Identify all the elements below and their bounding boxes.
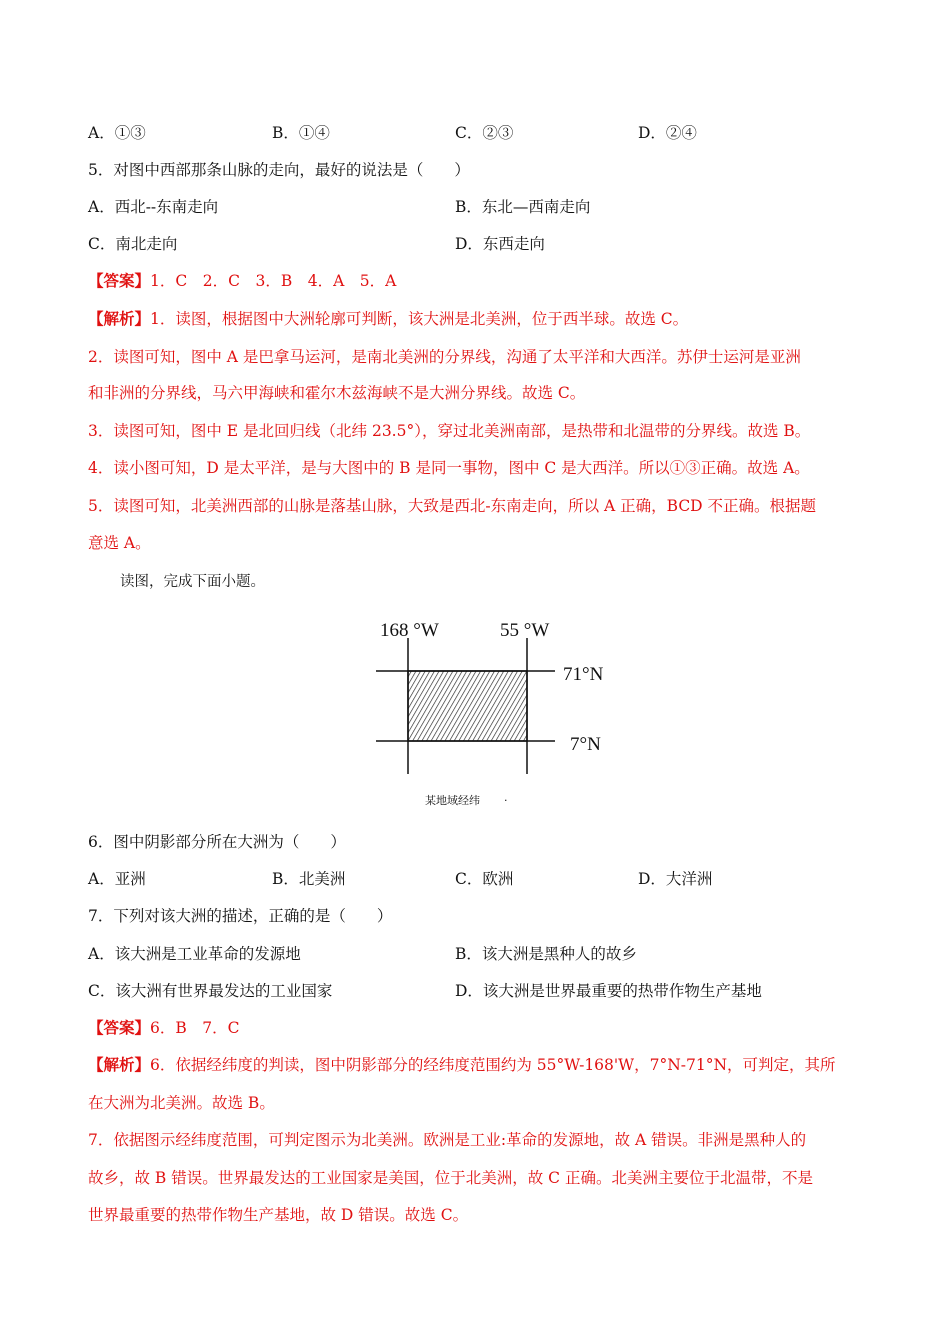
q6-stem: 6．图中阴影部分所在大洲为（ ） — [88, 833, 346, 851]
q5-option-d: D．东西走向 — [455, 235, 545, 253]
label-55w: 55 °W — [500, 620, 550, 641]
analysis-1-line-2b: 和非洲的分界线，马六甲海峡和霍尔木兹海峡不是大洲分界线。故选 C。 — [88, 384, 586, 402]
analysis-text: 1．读图，根据图中大洲轮廓可判断，该大洲是北美洲，位于西半球。故选 C。 — [150, 310, 689, 328]
analysis-1-line-2a: 2．读图可知，图中 A 是巴拿马运河，是南北美洲的分界线，沟通了太平洋和大西洋。苏伊士运河是亚洲 — [88, 348, 801, 366]
analysis-tag: 【解析】 — [88, 1055, 151, 1074]
analysis-1-line-5a: 5．读图可知，北美洲西部的山脉是落基山脉，大致是西北-东南走向，所以 A 正确，BCD 不正确。根据题 — [88, 497, 817, 515]
analysis-text: 6．依据经纬度的判读，图中阴影部分的经纬度范围约为 55°W-168'W，7°N-71°N，可判定，其所 — [150, 1056, 836, 1074]
q6-option-a: A．亚洲 — [88, 870, 146, 888]
q5-option-a: A．西北--东南走向 — [88, 198, 219, 216]
analysis-1-line-3: 3．读图可知，图中 E 是北回归线（北纬 23.5°），穿过北美洲南部，是热带和北温带的分界线。故选 B。 — [88, 422, 811, 440]
group-intro: 读图，完成下面小题。 — [120, 574, 265, 590]
q6-option-b: B．北美洲 — [272, 870, 346, 888]
answer-tag: 【答案】 — [88, 271, 151, 290]
label-71n: 71°N — [563, 664, 604, 685]
caption-dot: · — [504, 794, 508, 807]
q7-option-a: A．该大洲是工业革命的发源地 — [88, 945, 301, 963]
analysis-1-line-4: 4．读小图可知，D 是太平洋，是与大图中的 B 是同一事物，图中 C 是大西洋。所以①③正确。故选 A。 — [88, 459, 810, 477]
figure-caption — [425, 792, 508, 808]
q4-option-a: A．①③ — [88, 124, 146, 142]
label-7n: 7°N — [570, 734, 601, 755]
analysis-1-line-1 — [88, 309, 688, 329]
analysis-2-line-6b: 在大洲为北美洲。故选 B。 — [88, 1094, 275, 1112]
q4-option-b: B．①④ — [272, 124, 330, 142]
q5-option-c: C．南北走向 — [88, 235, 178, 253]
lat-lon-figure — [340, 610, 630, 785]
q5-option-b: B．东北—西南走向 — [455, 198, 591, 216]
q7-option-b: B．该大洲是黑种人的故乡 — [455, 945, 637, 963]
q4-option-d: D．②④ — [638, 124, 697, 142]
answer-text: 6．B 7．C — [150, 1019, 240, 1037]
label-168w: 168 °W — [380, 620, 439, 641]
q4-option-c: C．②③ — [455, 124, 514, 142]
answer-tag: 【答案】 — [88, 1018, 151, 1037]
analysis-2-line-6a — [88, 1055, 836, 1075]
answer-1 — [88, 271, 396, 291]
caption-text: 某地域经纬 — [425, 794, 480, 807]
analysis-2-line-7c: 世界最重要的热带作物生产基地，故 D 错误。故选 C。 — [88, 1206, 469, 1224]
q7-option-d: D．该大洲是世界最重要的热带作物生产基地 — [455, 982, 762, 1000]
analysis-tag: 【解析】 — [88, 309, 151, 328]
analysis-2-line-7a: 7．依据图示经纬度范围，可判定图示为北美洲。欧洲是工业:革命的发源地，故 A 错误。非洲是黑种人的 — [88, 1131, 807, 1149]
shaded-region — [408, 671, 527, 741]
answer-2 — [88, 1018, 240, 1038]
answer-text: 1．C 2．C 3．B 4．A 5．A — [150, 272, 397, 290]
q6-option-c: C．欧洲 — [455, 870, 514, 888]
q6-option-d: D．大洋洲 — [638, 870, 713, 888]
q7-stem: 7．下列对该大洲的描述，正确的是（ ） — [88, 907, 393, 925]
q7-option-c: C．该大洲有世界最发达的工业国家 — [88, 982, 333, 1000]
analysis-2-line-7b: 故乡，故 B 错误。世界最发达的工业国家是美国，位于北美洲，故 C 正确。北美洲主要位于北温带，不是 — [88, 1169, 813, 1187]
analysis-1-line-5b: 意选 A。 — [88, 534, 151, 552]
q5-stem: 5．对图中西部那条山脉的走向，最好的说法是（ ） — [88, 161, 470, 179]
